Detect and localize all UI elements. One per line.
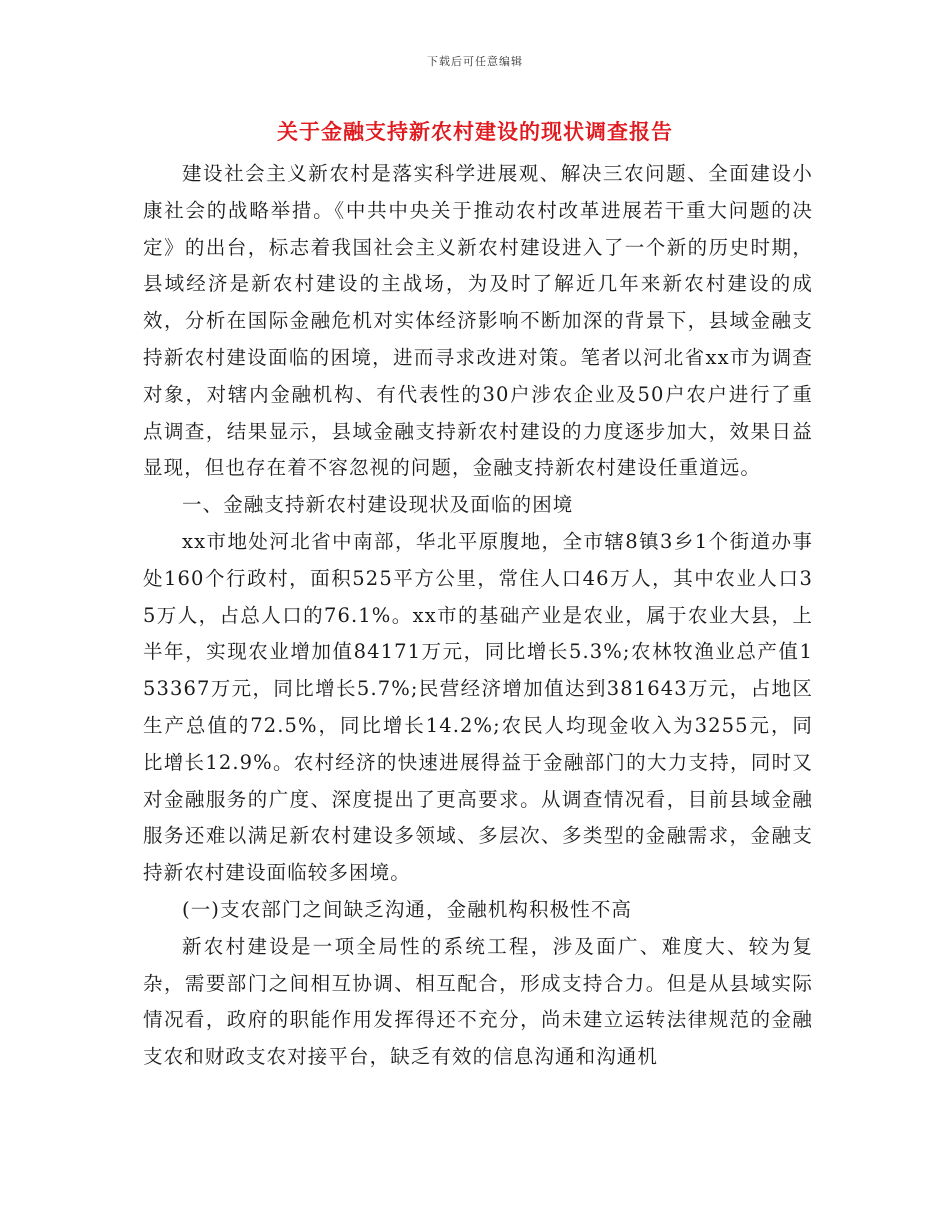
- paragraph-overview: xx市地处河北省中南部，华北平原腹地，全市辖8镇3乡1个街道办事处160个行政村，面积525平方公里，常住人口46万人，其中农业人口35万人，占总人口的76.1%。xx市的基础产业是农业，属于农业大县，上半年，实现农业增加值84171万元，同比增长5.3%;农林牧渔业总产值153367万元，同比增长5.7%;民营经济增加值达到381643万元，占地区生产总值的72.5%，同比增长14.2%;农民人均现金收入为3255元，同比增长12.9%。农村经济的快速进展得益于金融部门的大力支持，同时又对金融服务的广度、深度提出了更高要求。从调查情况看，目前县域金融服务还难以满足新农村建设多领域、多层次、多类型的金融需求，金融支持新农村建设面临较多困境。: [143, 529, 813, 885]
- paragraph-intro: 建设社会主义新农村是落实科学进展观、解决三农问题、全面建设小康社会的战略举措。《中共中央关于推动农村改革进展若干重大问题的决定》的出台，标志着我国社会主义新农村建设进入了一个新的历史时期，县域经济是新农村建设的主战场，为及时了解近几年来新农村建设的成效，分析在国际金融危机对实体经济影响不断加深的背景下，县域金融支持新农村建设面临的困境，进而寻求改进对策。笔者以河北省xx市为调查对象，对辖内金融机构、有代表性的30户涉农企业及50户农户进行了重点调查，结果显示，县域金融支持新农村建设的力度逐步加大，效果日益显现，但也存在着不容忽视的问题，金融支持新农村建设任重道远。: [143, 162, 813, 480]
- subsection-heading-1: (一)支农部门之间缺乏沟通，金融机构积极性不高: [182, 897, 633, 921]
- page-header-note: 下载后可任意编辑: [427, 55, 523, 68]
- section-heading-1: 一、金融支持新农村建设现状及面临的困境: [182, 493, 574, 517]
- document-body: [143, 156, 813, 1076]
- document-title: 关于金融支持新农村建设的现状调查报告: [277, 119, 673, 144]
- paragraph-coordination: 新农村建设是一项全局性的系统工程，涉及面广、难度大、较为复杂，需要部门之间相互协调、相互配合，形成支持合力。但是从县域实际情况看，政府的职能作用发挥得还不充分，尚未建立运转法律规范的金融支农和财政支农对接平台，缺乏有效的信息沟通和沟通机: [143, 934, 813, 1069]
